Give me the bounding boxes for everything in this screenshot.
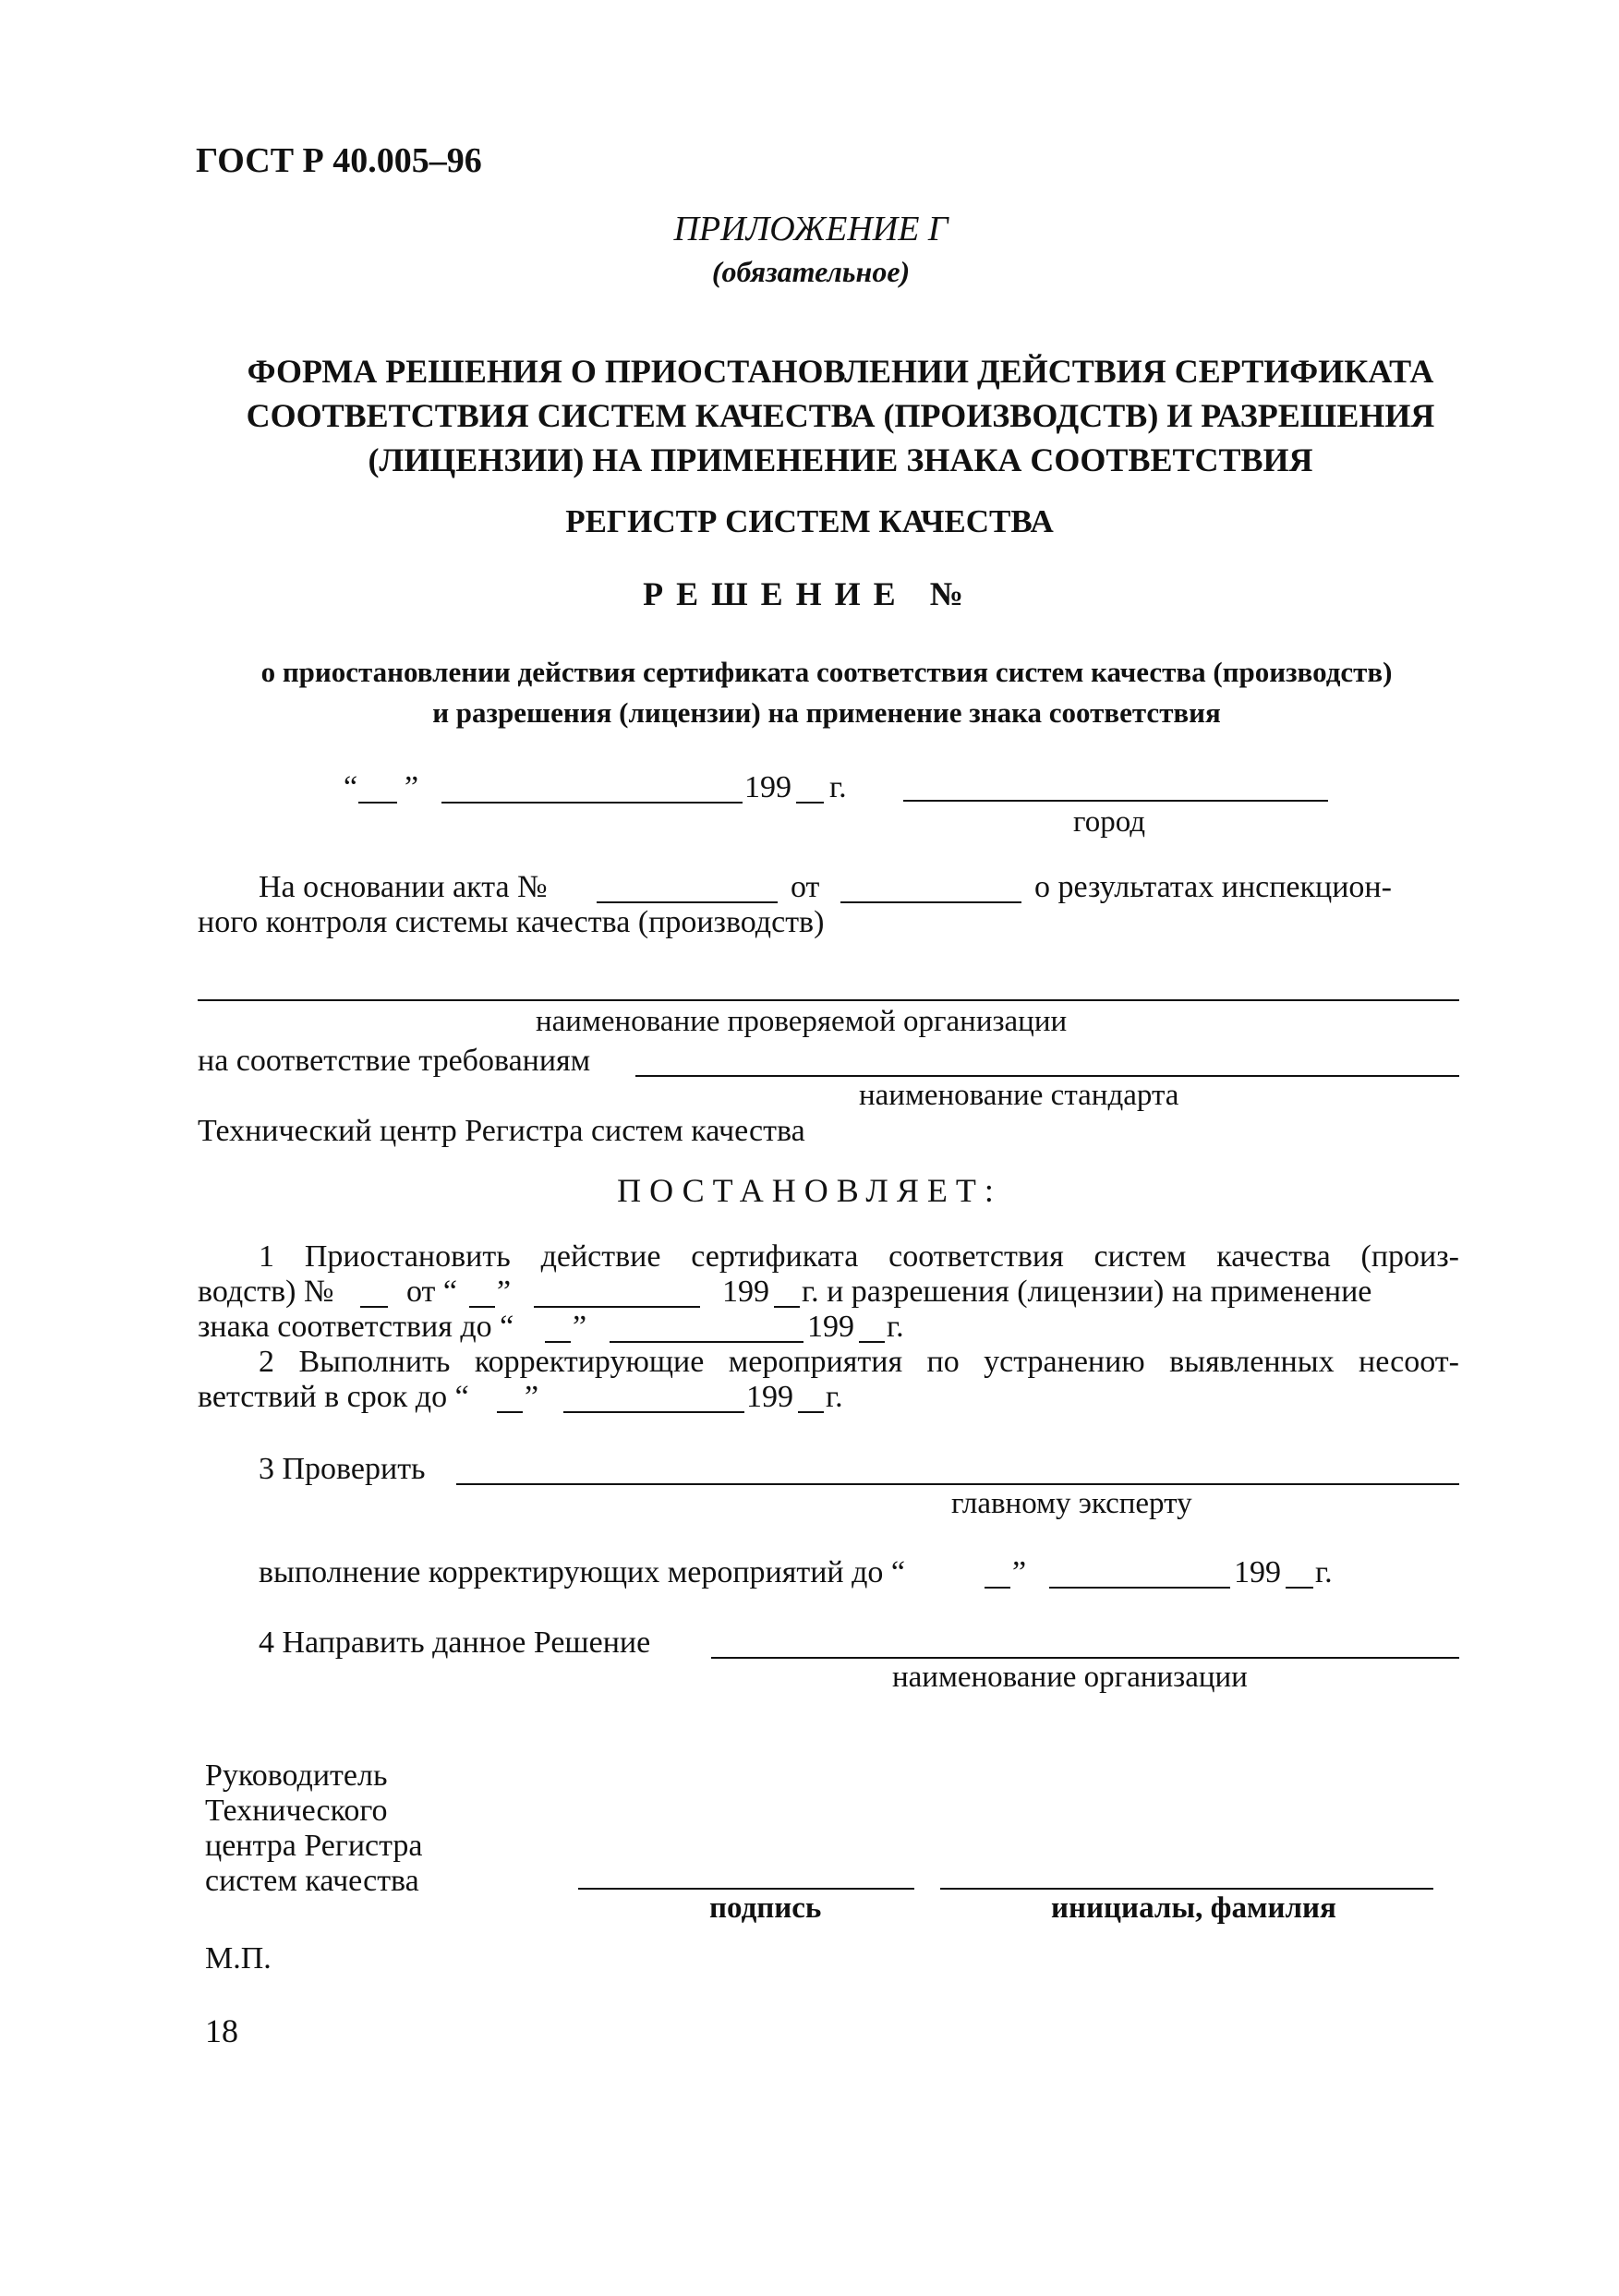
- form-title: ФОРМА РЕШЕНИЯ О ПРИОСТАНОВЛЕНИИ ДЕЙСТВИЯ СЕРТИФИКАТА СООТВЕТСТВИЯ СИСТЕМ КАЧЕСТВА (ПРОИЗВОДСТВ) И РАЗРЕШЕНИЯ (ЛИЦЕНЗИИ) НА ПРИМЕНЕНИЕ ЗНАКА СООТВЕТСТВИЯ: [246, 353, 1435, 478]
- basis-from-label: от: [791, 870, 820, 904]
- until-month-blank[interactable]: [610, 1341, 803, 1343]
- register-name: РЕГИСТР СИСТЕМ КАЧЕСТВА: [565, 503, 1054, 539]
- decision-subtitle-line-1: о приостановлении действия сертификата соответствия систем качества (производств): [260, 656, 1393, 688]
- date-close-quote: ”: [405, 770, 419, 804]
- organization-name-blank[interactable]: [198, 999, 1459, 1001]
- check-assignee-blank[interactable]: [456, 1483, 1459, 1485]
- item-1-permission-text: г. и разрешения (лицензии) на применение: [802, 1275, 1372, 1309]
- act-date-blank[interactable]: [840, 901, 1021, 903]
- date-year-suffix: г.: [829, 770, 847, 804]
- city-blank[interactable]: [903, 800, 1328, 802]
- cert-year-blank[interactable]: [774, 1306, 800, 1308]
- date-year-blank[interactable]: [796, 802, 824, 804]
- date-open-quote: “: [344, 770, 358, 804]
- basis-results-text: о результатах инспекцион-: [1034, 870, 1392, 904]
- item-3-close-quote: ”: [1012, 1555, 1027, 1589]
- signature-caption: подпись: [709, 1891, 822, 1925]
- item-1-cert-label: водств) №: [198, 1275, 334, 1309]
- chief-expert-caption: главному эксперту: [951, 1487, 1192, 1520]
- item-1-line-1: 1 Приостановить действие сертификата соответствия систем качества (произ-: [259, 1239, 1459, 1274]
- date-year: 199: [744, 770, 791, 804]
- appendix-status: (обязательное): [711, 255, 911, 288]
- signatory-role-line-3: центра Регистра: [205, 1829, 423, 1863]
- item-3-label: 3 Проверить: [259, 1452, 426, 1486]
- organization-caption: наименование проверяемой организации: [536, 1005, 1068, 1038]
- standard-caption: наименование стандарта: [859, 1079, 1179, 1112]
- item-1-until-suffix: г.: [887, 1310, 904, 1344]
- signatory-role-line-2: Технического: [205, 1794, 388, 1828]
- item-2-year: 199: [746, 1380, 793, 1414]
- appendix-title: ПРИЛОЖЕНИЕ Г: [673, 210, 948, 248]
- basis-act-label: На основании акта №: [259, 870, 548, 904]
- check-day-blank[interactable]: [985, 1587, 1010, 1589]
- signatory-role-line-1: Руководитель: [205, 1758, 388, 1793]
- item-2-line-1: 2 Выполнить корректирующие мероприятия по устранению выявленных несоот-: [259, 1345, 1459, 1379]
- item-2-deadline-label: ветствий в срок до “: [198, 1380, 469, 1414]
- signature-blank[interactable]: [578, 1888, 914, 1890]
- item-1-from-label: от “: [406, 1275, 458, 1309]
- signatory-role-line-4: систем качества: [205, 1864, 419, 1898]
- item-1-close-quote: ”: [497, 1275, 512, 1309]
- date-month-blank[interactable]: [441, 802, 743, 804]
- item-1-year: 199: [722, 1275, 769, 1309]
- item-3-line-2: выполнение корректирующих мероприятий до “: [259, 1555, 905, 1589]
- signatory-role: [205, 1758, 423, 1899]
- name-blank[interactable]: [940, 1888, 1433, 1890]
- name-caption: инициалы, фамилия: [1051, 1891, 1336, 1925]
- cert-day-blank[interactable]: [469, 1306, 495, 1308]
- act-number-blank[interactable]: [597, 901, 778, 903]
- conformity-label: на соответствие требованиям: [198, 1044, 591, 1078]
- decision-subtitle-line-2: и разрешения (лицензии) на применение знака соответствия: [432, 696, 1221, 729]
- basis-line-2: ного контроля системы качества (производств): [198, 905, 825, 939]
- item-1-until-label: знака соответствия до “: [198, 1310, 514, 1344]
- decision-subtitle: [166, 652, 1487, 733]
- item-4-label: 4 Направить данное Решение: [259, 1625, 651, 1660]
- tech-center-line: Технический центр Регистра систем качества: [198, 1114, 805, 1148]
- city-caption: город: [1073, 805, 1146, 839]
- item-2-close-quote: ”: [525, 1380, 539, 1414]
- deadline-year-blank[interactable]: [798, 1411, 824, 1413]
- item-1-until-year: 199: [807, 1310, 854, 1344]
- date-day-blank[interactable]: [358, 802, 397, 804]
- until-year-blank[interactable]: [859, 1341, 885, 1343]
- resolves-heading: ПОСТАНОВЛЯЕТ:: [617, 1172, 1002, 1209]
- decision-heading: РЕШЕНИЕ №: [643, 575, 976, 612]
- page-number: 18: [205, 2012, 238, 2049]
- until-day-blank[interactable]: [545, 1341, 571, 1343]
- deadline-day-blank[interactable]: [497, 1411, 523, 1413]
- item-1-until-close-quote: ”: [573, 1310, 587, 1344]
- item-3-year: 199: [1234, 1555, 1281, 1589]
- cert-month-blank[interactable]: [534, 1306, 700, 1308]
- check-year-blank[interactable]: [1286, 1587, 1313, 1589]
- item-3-suffix: г.: [1315, 1555, 1333, 1589]
- recipient-organization-blank[interactable]: [711, 1657, 1459, 1659]
- cert-number-blank[interactable]: [360, 1306, 388, 1308]
- deadline-month-blank[interactable]: [563, 1411, 744, 1413]
- check-month-blank[interactable]: [1049, 1587, 1230, 1589]
- standard-name-blank[interactable]: [635, 1075, 1459, 1077]
- stamp-place: М.П.: [205, 1941, 272, 1976]
- item-2-suffix: г.: [826, 1380, 843, 1414]
- recipient-caption: наименование организации: [892, 1661, 1248, 1694]
- standard-code: ГОСТ Р 40.005–96: [196, 141, 482, 180]
